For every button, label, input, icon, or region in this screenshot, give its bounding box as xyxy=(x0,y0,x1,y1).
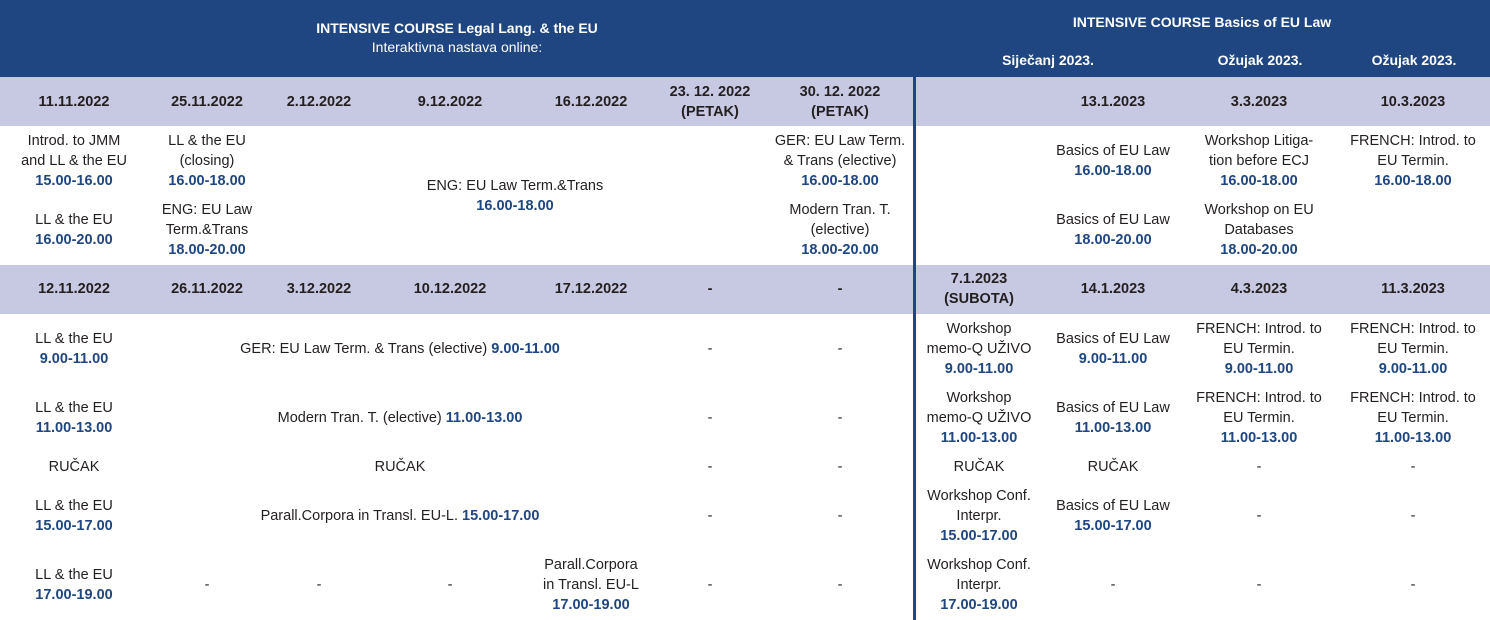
dash-cell: - xyxy=(1256,577,1262,593)
cell-text: ENG: EU Law xyxy=(161,202,253,218)
date-cell: 16.12.2022 xyxy=(554,94,628,110)
date-cell-petak xyxy=(800,82,881,122)
schedule-cell xyxy=(1056,210,1170,250)
cell-time: 15.00-17.00 xyxy=(35,518,113,534)
cell-text: Workshop on EU xyxy=(1204,202,1314,218)
dash-cell: - xyxy=(1256,459,1262,475)
cell-text: FRENCH: Introd. to xyxy=(1196,321,1322,337)
cell-time: 11.00-13.00 xyxy=(1374,430,1452,446)
cell-time: 15.00-16.00 xyxy=(35,173,113,189)
dash-cell: - xyxy=(707,341,713,357)
date-cell: 17.12.2022 xyxy=(554,281,628,297)
dash-cell: - xyxy=(707,577,713,593)
cell-time: 9.00-11.00 xyxy=(1078,351,1148,367)
schedule-cell xyxy=(21,131,127,191)
cell-time: 18.00-20.00 xyxy=(801,242,879,258)
cell-time: 15.00-17.00 xyxy=(1074,518,1152,534)
cell-text: Modern Tran. T. xyxy=(789,202,891,218)
cell-time: 16.00-20.00 xyxy=(35,232,113,248)
cell-time: 11.00-13.00 xyxy=(1220,430,1298,446)
schedule-cell xyxy=(1196,388,1322,448)
cell-time: 18.00-20.00 xyxy=(168,242,246,258)
schedule-cell xyxy=(1056,141,1170,181)
cell-text: LL & the EU xyxy=(35,212,113,228)
cell-text: Parall.Corpora xyxy=(544,557,638,573)
cell-text: Workshop xyxy=(946,390,1012,406)
schedule-cell: RUČAK xyxy=(953,459,1005,475)
cell-text: Interpr. xyxy=(956,508,1002,524)
cell-text: Basics of EU Law xyxy=(1056,400,1170,416)
date-cell: 2.12.2022 xyxy=(286,94,352,110)
cell-time: 15.00-17.00 xyxy=(462,508,540,524)
dash-cell: - xyxy=(204,577,210,593)
cell-text: FRENCH: Introd. to xyxy=(1196,390,1322,406)
date-cell: 26.11.2022 xyxy=(171,281,243,297)
cell-time: 17.00-19.00 xyxy=(35,587,113,603)
cell-text: LL & the EU xyxy=(35,331,113,347)
cell-text: Databases xyxy=(1224,222,1294,238)
cell-text: memo-Q UŽIVO xyxy=(926,341,1032,357)
dash-cell: - xyxy=(1410,577,1416,593)
cell-time: 17.00-19.00 xyxy=(552,597,630,613)
date-cell: - xyxy=(837,281,843,297)
date-cell: 13.1.2023 xyxy=(1080,94,1146,110)
schedule-cell xyxy=(927,388,1032,448)
date-cell: 11.3.2023 xyxy=(1381,281,1445,297)
date-cell: 4.3.2023 xyxy=(1230,281,1288,297)
schedule-cell: RUČAK xyxy=(48,459,100,475)
schedule-cell-span xyxy=(278,408,523,428)
date-cell: 14.1.2023 xyxy=(1080,281,1146,297)
cell-text: & Trans (elective) xyxy=(783,153,897,169)
cell-text: ENG: EU Law Term.&Trans xyxy=(426,178,604,194)
cell-text: Interpr. xyxy=(956,577,1002,593)
dash-cell: - xyxy=(1110,577,1116,593)
day-text: (SUBOTA) xyxy=(944,291,1014,307)
schedule-cell xyxy=(1350,388,1476,448)
schedule-cell xyxy=(1056,398,1170,438)
cell-text: Basics of EU Law xyxy=(1056,143,1170,159)
schedule-cell xyxy=(927,319,1032,379)
cell-text: tion before ECJ xyxy=(1209,153,1309,169)
schedule-cell xyxy=(35,398,113,438)
date-cell: - xyxy=(707,281,713,297)
schedule-cell xyxy=(927,486,1031,546)
cell-text: FRENCH: Introd. to xyxy=(1350,133,1476,149)
schedule-cell xyxy=(35,329,113,369)
cell-text: FRENCH: Introd. to xyxy=(1350,321,1476,337)
schedule-cell xyxy=(1350,131,1476,191)
cell-time: 9.00-11.00 xyxy=(1224,361,1294,377)
cell-text: in Transl. EU-L xyxy=(543,577,639,593)
schedule-cell xyxy=(1205,131,1314,191)
cell-text: Workshop Conf. xyxy=(927,557,1031,573)
cell-text: LL & the EU xyxy=(35,567,113,583)
cell-time: 16.00-18.00 xyxy=(476,198,554,214)
date-cell: 25.11.2022 xyxy=(171,94,243,110)
dash-cell: - xyxy=(837,459,843,475)
date-text: 23. 12. 2022 xyxy=(669,84,751,100)
schedule-cell xyxy=(927,555,1031,615)
schedule-cell-span xyxy=(240,339,560,359)
cell-time: 9.00-11.00 xyxy=(39,351,109,367)
left-header xyxy=(0,0,913,77)
cell-time: 18.00-20.00 xyxy=(1074,232,1152,248)
date-cell: 10.12.2022 xyxy=(413,281,487,297)
dash-cell: - xyxy=(1410,508,1416,524)
cell-text: EU Termin. xyxy=(1377,410,1449,426)
cell-text: GER: EU Law Term. & Trans (elective) xyxy=(240,341,492,357)
cell-text: Basics of EU Law xyxy=(1056,212,1170,228)
schedule-cell-span xyxy=(261,506,540,526)
schedule-cell xyxy=(35,496,113,536)
dash-cell: - xyxy=(447,577,453,593)
cell-time: 16.00-18.00 xyxy=(168,173,246,189)
cell-time: 11.00-13.00 xyxy=(940,430,1018,446)
cell-text: FRENCH: Introd. to xyxy=(1350,390,1476,406)
schedule-cell xyxy=(1056,329,1170,369)
cell-text: and LL & the EU xyxy=(21,153,127,169)
cell-time: 16.00-18.00 xyxy=(1074,163,1152,179)
cell-time: 9.00-11.00 xyxy=(491,341,560,357)
cell-text: GER: EU Law Term. xyxy=(774,133,906,149)
cell-text: Basics of EU Law xyxy=(1056,498,1170,514)
right-header-title: INTENSIVE COURSE Basics of EU Law xyxy=(1072,14,1332,30)
month-label: Ožujak 2023. xyxy=(1371,52,1457,68)
dash-cell: - xyxy=(1410,459,1416,475)
section-divider xyxy=(913,0,916,620)
schedule-cell xyxy=(1196,319,1322,379)
cell-text: LL & the EU xyxy=(35,498,113,514)
schedule-cell xyxy=(162,200,252,260)
cell-text: EU Termin. xyxy=(1377,341,1449,357)
date-cell: 3.3.2023 xyxy=(1230,94,1288,110)
cell-text: EU Termin. xyxy=(1223,341,1295,357)
schedule-cell xyxy=(1056,496,1170,536)
cell-time: 9.00-11.00 xyxy=(1378,361,1448,377)
dash-cell: - xyxy=(316,577,322,593)
day-text: (PETAK) xyxy=(681,104,739,120)
schedule-cell-span xyxy=(427,176,603,216)
cell-text: (elective) xyxy=(810,222,870,238)
dash-cell: - xyxy=(707,459,713,475)
cell-text: Workshop xyxy=(946,321,1012,337)
cell-time: 16.00-18.00 xyxy=(1374,173,1452,189)
dash-cell: - xyxy=(837,508,843,524)
left-header-subtitle: Interaktivna nastava online: xyxy=(371,39,543,55)
date-cell-subota xyxy=(944,269,1014,309)
month-label: Siječanj 2023. xyxy=(1002,52,1094,68)
cell-time: 18.00-20.00 xyxy=(1220,242,1298,258)
schedule-cell xyxy=(1204,200,1313,260)
cell-text: Modern Tran. T. (elective) xyxy=(277,410,446,426)
schedule-cell xyxy=(35,565,113,605)
dash-cell: - xyxy=(707,410,713,426)
schedule-cell xyxy=(168,131,246,191)
date-cell: 11.11.2022 xyxy=(38,94,110,110)
cell-time: 15.00-17.00 xyxy=(940,528,1018,544)
cell-text: Parall.Corpora in Transl. EU-L. xyxy=(260,508,463,524)
cell-text: memo-Q UŽIVO xyxy=(926,410,1032,426)
left-header-title-block xyxy=(316,19,598,57)
schedule-cell xyxy=(1350,319,1476,379)
cell-time: 11.00-13.00 xyxy=(1074,420,1152,436)
schedule-cell-span: RUČAK xyxy=(374,459,426,475)
cell-text: (closing) xyxy=(179,153,235,169)
cell-time: 11.00-13.00 xyxy=(445,410,523,426)
schedule-cell xyxy=(789,200,890,260)
date-cell: 12.11.2022 xyxy=(38,281,110,297)
date-text: 7.1.2023 xyxy=(950,271,1008,287)
date-cell: 3.12.2022 xyxy=(286,281,352,297)
cell-text: EU Termin. xyxy=(1223,410,1295,426)
schedule-cell xyxy=(543,555,639,615)
cell-time: 9.00-11.00 xyxy=(944,361,1014,377)
cell-text: Basics of EU Law xyxy=(1056,331,1170,347)
cell-time: 17.00-19.00 xyxy=(940,597,1018,613)
month-label: Ožujak 2023. xyxy=(1217,52,1303,68)
cell-text: LL & the EU xyxy=(35,400,113,416)
cell-text: LL & the EU xyxy=(168,133,246,149)
cell-text: Workshop Conf. xyxy=(927,488,1031,504)
left-header-title: INTENSIVE COURSE Legal Lang. & the EU xyxy=(316,20,598,36)
dash-cell: - xyxy=(707,508,713,524)
schedule-cell: RUČAK xyxy=(1087,459,1139,475)
date-cell-petak xyxy=(670,82,751,122)
cell-text: EU Termin. xyxy=(1377,153,1449,169)
schedule-cell xyxy=(35,210,113,250)
date-cell: 9.12.2022 xyxy=(417,94,483,110)
dash-cell: - xyxy=(837,410,843,426)
dash-cell: - xyxy=(837,341,843,357)
dash-cell: - xyxy=(837,577,843,593)
cell-time: 11.00-13.00 xyxy=(35,420,113,436)
cell-time: 16.00-18.00 xyxy=(801,173,879,189)
right-header xyxy=(916,0,1490,77)
cell-time: 16.00-18.00 xyxy=(1220,173,1298,189)
date-cell: 10.3.2023 xyxy=(1380,94,1446,110)
schedule-cell xyxy=(775,131,905,191)
cell-text: Term.&Trans xyxy=(165,222,249,238)
date-text: 30. 12. 2022 xyxy=(799,84,881,100)
cell-text: Workshop Litiga- xyxy=(1204,133,1314,149)
cell-text: Introd. to JMM xyxy=(27,133,121,149)
day-text: (PETAK) xyxy=(811,104,869,120)
dash-cell: - xyxy=(1256,508,1262,524)
